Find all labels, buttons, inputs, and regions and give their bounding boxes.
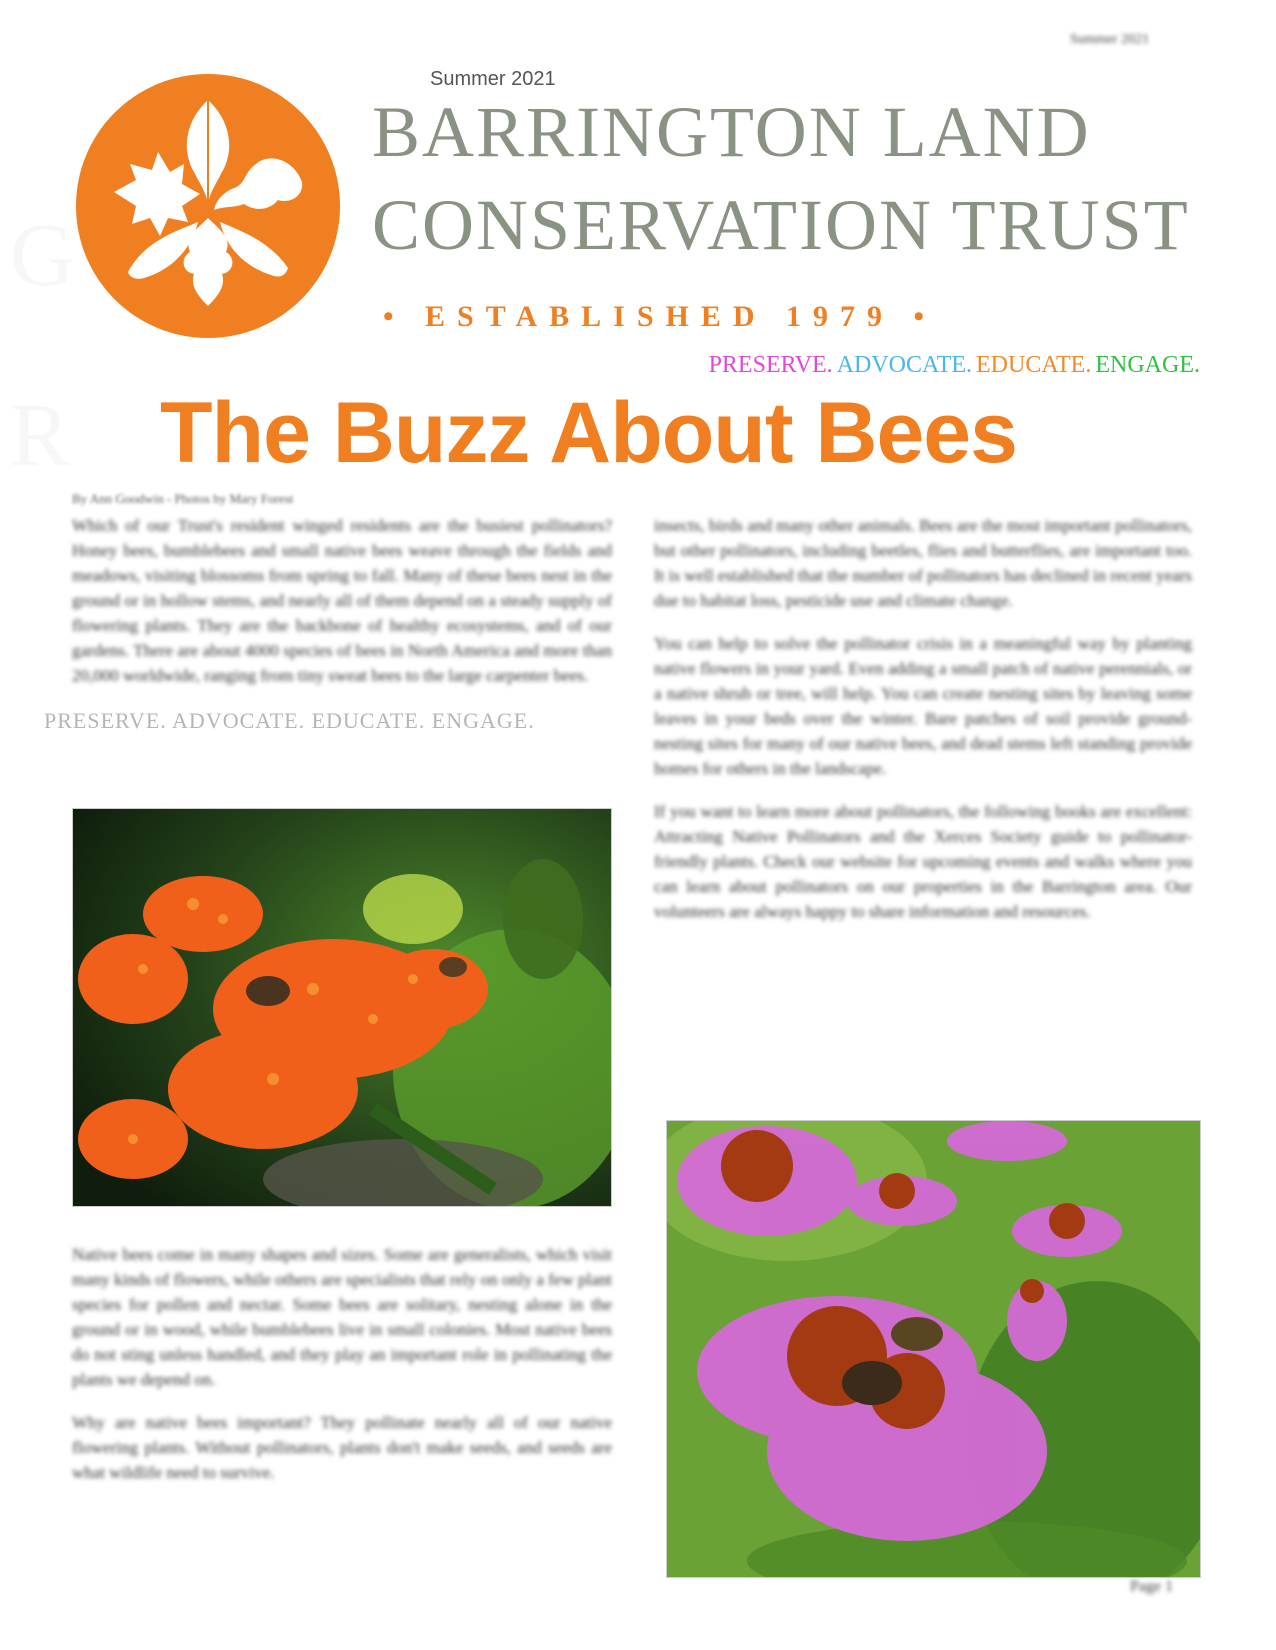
page-number: Page 1 — [1130, 1578, 1174, 1595]
byline: By Ann Goodwin - Photos by Mary Forest — [72, 491, 294, 506]
article-title: The Buzz About Bees — [160, 385, 1017, 481]
right-column — [654, 513, 1192, 942]
tagline-advocate: ADVOCATE. — [836, 352, 973, 378]
coneflower-photo — [666, 1120, 1201, 1578]
leaf-cluster-logo-icon — [74, 72, 342, 340]
issue-date-corner: Summer 2021 — [1070, 32, 1149, 47]
paragraph: Why are native bees important? They pollinate nearly all of our native flowering plants. Without pollinators, plants don't make seeds, and seeds are what wildlife need to survive. — [72, 1413, 612, 1482]
paragraph: Which of our Trust's resident winged residents are the busiest pollinators? Honey bees, bumblebees and small native bees weave through the fields and meadows, visiting blossoms from spring to fall. Many of these bees nest in the ground or in hollow stems, and nearly all of them depend on a steady supply of flowering plants. They are the backbone of healthy ecosystems, and of our gardens. There are about 4000 species of bees in North America and more than 20,000 worldwide, ranging from tiny sweat bees to the large carpenter bees. — [72, 516, 612, 685]
established-line: • ESTABLISHED 1979 • — [383, 300, 937, 333]
butterfly-weed-image — [73, 809, 611, 1206]
coneflower-image — [667, 1121, 1200, 1577]
left-column-bottom — [72, 1242, 612, 1503]
org-name-line2: CONSERVATION TRUST — [372, 185, 1190, 265]
tagline-educate: EDUCATE. — [976, 352, 1092, 378]
svg-text:R: R — [10, 386, 71, 485]
paragraph: You can help to solve the pollinator crisis in a meaningful way by planting native flowers in your yard. Even adding a small patch of native perennials, or a native shrub or tree, will help. You can create nesting sites by leaving some leaves in your beds over the winter. Bare patches of soil provide ground-nesting sites for many of our native bees, and dead stems left standing provide homes for others in the landscape. — [654, 634, 1192, 778]
paragraph: insects, birds and many other animals. Bees are the most important pollinators, but other pollinators, including beetles, flies and butterflies, are important too. It is well established that the number of pollinators has declined in recent years due to habitat loss, pesticide use and climate change. — [654, 516, 1192, 610]
season-label: Summer 2021 — [430, 68, 556, 90]
svg-text:G: G — [10, 206, 75, 305]
org-name-line1: BARRINGTON LAND — [372, 92, 1091, 172]
butterfly-weed-photo — [72, 808, 612, 1207]
ghost-tagline: PRESERVE. ADVOCATE. EDUCATE. ENGAGE. — [44, 708, 535, 733]
tagline-engage: ENGAGE. — [1095, 352, 1200, 378]
tagline-preserve: PRESERVE. — [708, 352, 833, 378]
left-column-top — [72, 513, 612, 706]
paragraph: If you want to learn more about pollinators, the following books are excellent: Attracting Native Pollinators and the Xerces Society guide to pollinator-friendly plants. Check our website for upcoming events and walks where you can learn about pollinators on our properties in the Barrington area. Our volunteers are always happy to share information and resources. — [654, 802, 1192, 921]
paragraph: Native bees come in many shapes and sizes. Some are generalists, which visit many kinds of flowers, while others are specialists that rely on only a few plant species for pollen and nectar. Some bees are solitary, nesting alone in the ground or in wood, while bumblebees live in small colonies. Most native bees do not sting unless handled, and they play an important role in pollinating the plants we depend on. — [72, 1245, 612, 1389]
tagline — [705, 352, 1200, 379]
